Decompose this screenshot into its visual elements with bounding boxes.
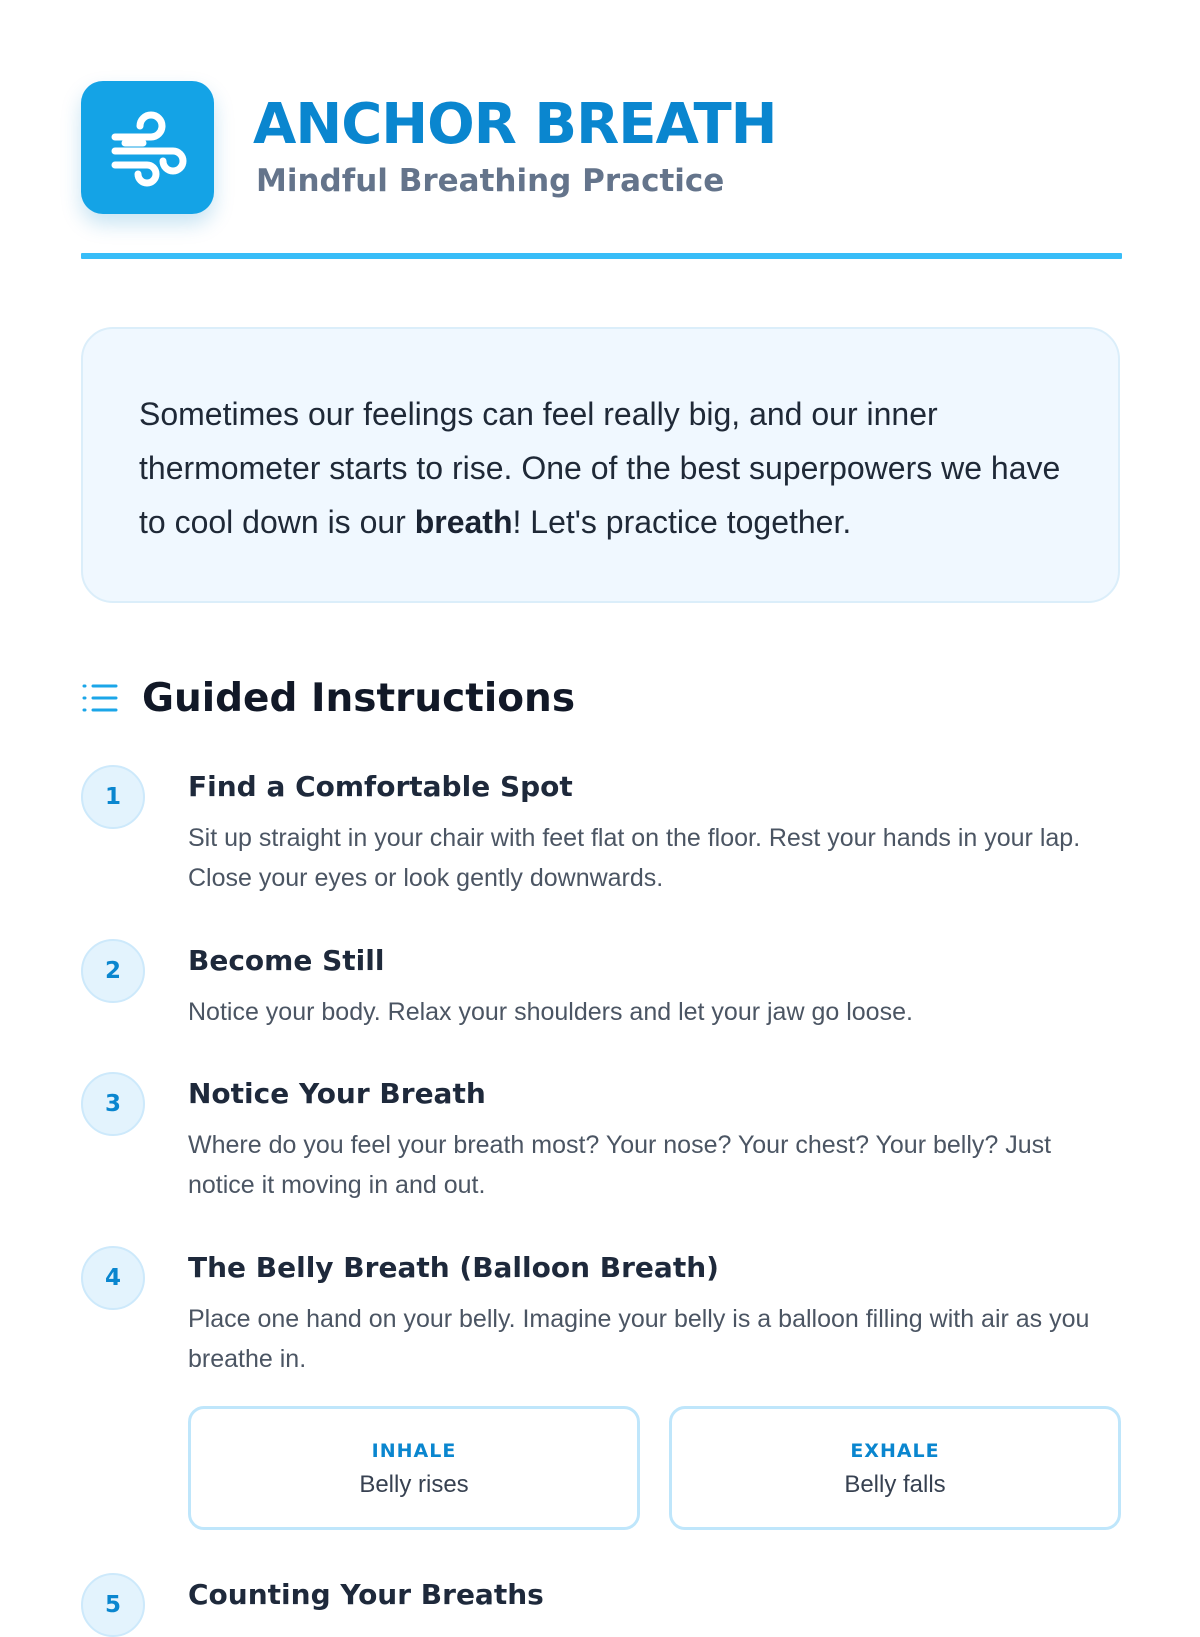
step-title: Counting Your Breaths — [188, 1578, 544, 1611]
app-subtitle: Mindful Breathing Practice — [256, 163, 725, 199]
intro-highlight: breath — [414, 504, 513, 540]
step-description: Notice your body. Relax your shoulders and let your jaw go loose. — [188, 998, 913, 1026]
card-value: Belly falls — [844, 1471, 946, 1498]
step-title: The Belly Breath (Balloon Breath) — [188, 1251, 719, 1284]
step-description: Where do you feel your breath most? Your nose? Your chest? Your belly? Just notice it moving in and out. — [188, 1131, 1052, 1199]
step-number: 3 — [81, 1072, 145, 1136]
intro-text-start: Sometimes our feelings can feel really big, and our inner thermometer starts to rise. One of the best superpowers we have to cool down is our — [139, 396, 1061, 540]
step-number: 2 — [81, 939, 145, 1003]
section-title: Guided Instructions — [142, 675, 576, 721]
step-title: Notice Your Breath — [188, 1077, 486, 1110]
app-title: ANCHOR BREATH — [253, 92, 777, 157]
app-logo — [81, 81, 214, 214]
step-number: 5 — [81, 1573, 145, 1637]
step-title: Find a Comfortable Spot — [188, 770, 573, 803]
step-description: Place one hand on your belly. Imagine your belly is a balloon filling with air as you breathe in. — [188, 1305, 1090, 1373]
step-description: Sit up straight in your chair with feet flat on the floor. Rest your hands in your lap. Close your eyes or look gently downwards. — [188, 824, 1081, 892]
step-number: 4 — [81, 1246, 145, 1310]
header — [81, 81, 1121, 261]
step-title: Become Still — [188, 944, 385, 977]
wind-icon — [109, 115, 187, 181]
exhale-card — [669, 1406, 1121, 1530]
card-label: EXHALE — [850, 1440, 940, 1462]
list-icon — [81, 680, 119, 716]
intro-text-end: ! Let's practice together. — [512, 504, 852, 540]
header-divider — [81, 253, 1122, 259]
inhale-card — [188, 1406, 640, 1530]
section-heading — [81, 672, 575, 724]
card-value: Belly rises — [359, 1471, 469, 1498]
intro-text — [139, 387, 1064, 549]
card-label: INHALE — [371, 1440, 457, 1462]
intro-card — [81, 327, 1120, 603]
step-number: 1 — [81, 765, 145, 829]
